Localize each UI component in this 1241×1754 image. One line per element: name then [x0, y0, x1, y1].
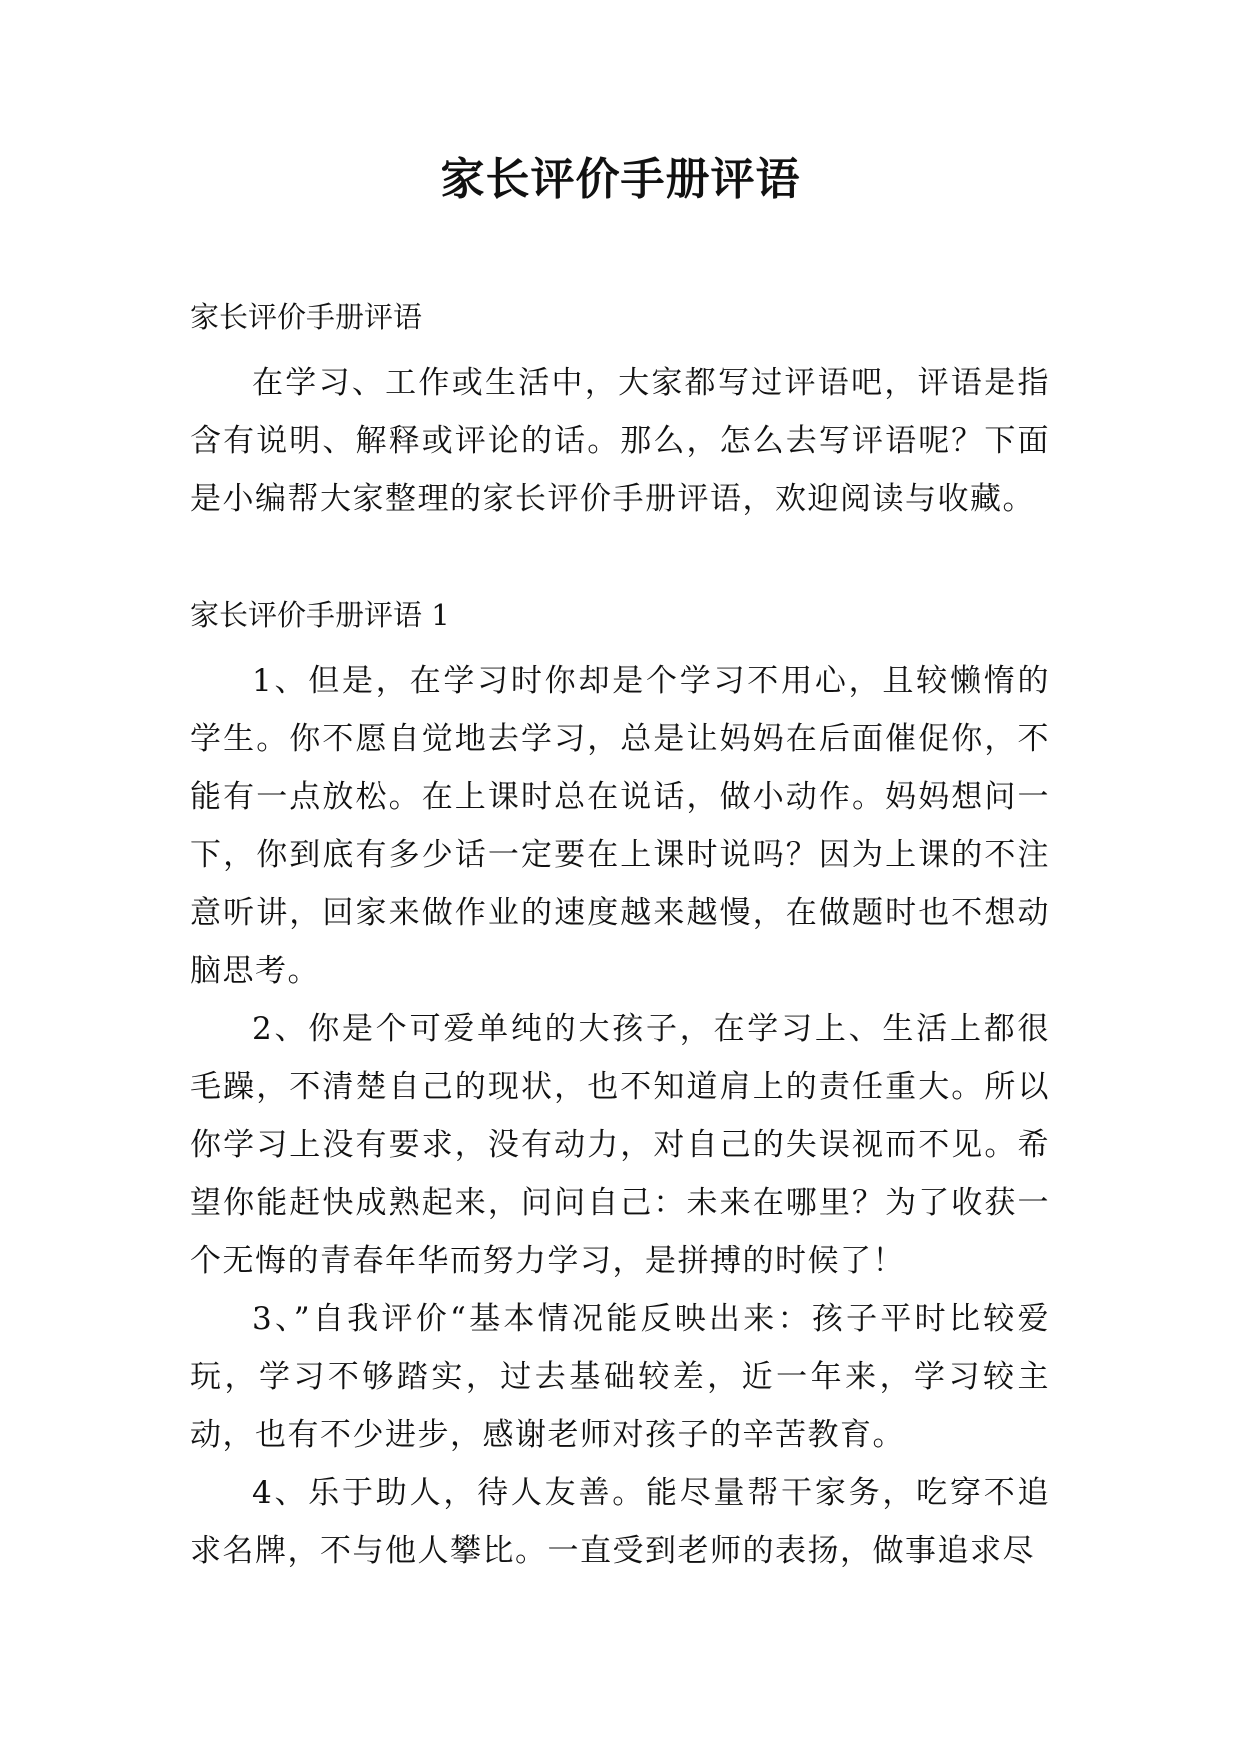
document-body	[190, 288, 1050, 1580]
document-subtitle: 家长评价手册评语	[190, 300, 423, 334]
intro-paragraph: 在学习、工作或生活中，大家都写过评语吧，评语是指含有说明、解释或评论的话。那么，怎么去写评语呢？下面是小编帮大家整理的家长评价手册评语，欢迎阅读与收藏。	[190, 365, 1050, 517]
comment-item-4: 4、乐于助人，待人友善。能尽量帮干家务，吃穿不追求名牌，不与他人攀比。一直受到老师的表扬，做事追求尽	[190, 1475, 1050, 1569]
comment-item-3: 3、”自我评价“基本情况能反映出来：孩子平时比较爱玩，学习不够踏实，过去基础较差，近一年来，学习较主动，也有不少进步，感谢老师对孩子的辛苦教育。	[190, 1301, 1050, 1453]
comment-item-2: 2、你是个可爱单纯的大孩子，在学习上、生活上都很毛躁，不清楚自己的现状，也不知道肩上的责任重大。所以你学习上没有要求，没有动力，对自己的失误视而不见。希望你能赶快成熟起来，问问自己：未来在哪里？为了收获一个无悔的青春年华而努力学习，是拼搏的时候了！	[190, 1011, 1050, 1279]
comment-item-1: 1、但是，在学习时你却是个学习不用心，且较懒惰的学生。你不愿自觉地去学习，总是让妈妈在后面催促你，不能有一点放松。在上课时总在说话，做小动作。妈妈想问一下，你到底有多少话一定要在上课时说吗？因为上课的不注意听讲，回家来做作业的速度越来越慢，在做题时也不想动脑思考。	[190, 663, 1050, 989]
section-heading: 家长评价手册评语 1	[190, 598, 450, 632]
document-title: 家长评价手册评语	[440, 154, 801, 205]
